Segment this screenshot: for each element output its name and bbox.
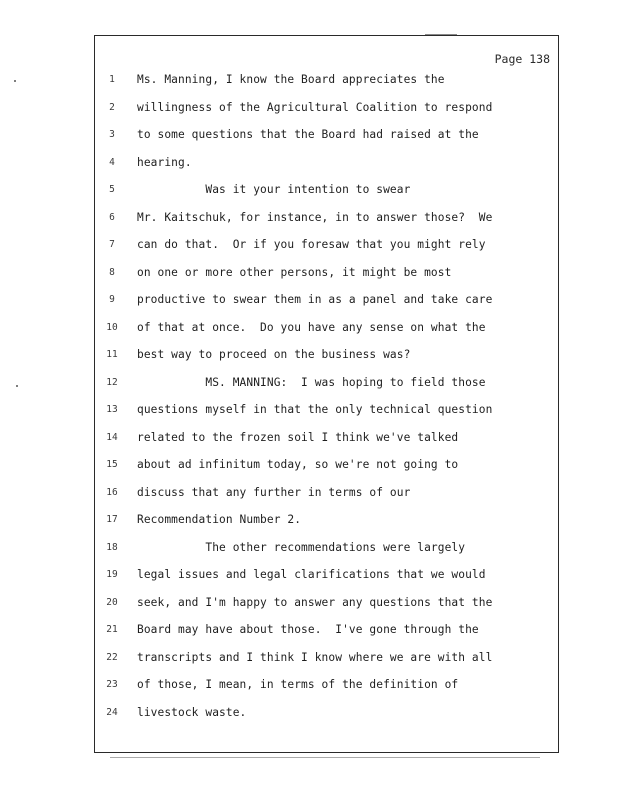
page-number: Page 138: [494, 52, 550, 66]
line-number: 9: [109, 294, 115, 305]
line-number: 22: [106, 651, 118, 663]
transcript-line: [95, 156, 560, 172]
transcript-line: [95, 211, 560, 227]
line-text: transcripts and I think I know where we are with all: [137, 650, 493, 664]
line-text: MS. MANNING: I was hoping to field those: [137, 375, 486, 389]
line-text: legal issues and legal clarifications that we would: [137, 568, 486, 581]
line-text: best way to proceed on the business was?: [137, 348, 411, 361]
transcript-line: [95, 623, 560, 639]
line-text: hearing.: [137, 155, 192, 169]
transcript-line: [95, 486, 560, 502]
transcript-line: [95, 678, 560, 694]
line-number: 20: [106, 596, 118, 608]
transcript-line: [95, 568, 560, 584]
transcript-line: [95, 348, 560, 364]
line-number: 8: [109, 266, 115, 278]
transcript-line: [95, 238, 560, 254]
line-number: 16: [106, 486, 118, 498]
line-number: 17: [106, 514, 118, 525]
line-number: 15: [106, 459, 118, 470]
line-text: can do that. Or if you foresaw that you might rely: [137, 238, 486, 251]
line-number: 2: [109, 101, 115, 113]
transcript-line: [95, 73, 560, 89]
line-text: Was it your intention to swear: [137, 183, 411, 196]
line-number: 18: [106, 541, 118, 553]
line-number: 3: [109, 129, 115, 140]
line-text: related to the frozen soil I think we've talked: [137, 430, 459, 444]
transcript-line: [95, 596, 560, 612]
line-text: The other recommendations were largely: [137, 540, 466, 554]
line-number: 13: [106, 404, 118, 415]
scan-mark-bottom: [110, 757, 540, 758]
line-text: Board may have about those. I've gone through the: [137, 623, 479, 636]
line-text: willingness of the Agricultural Coalition to respond: [137, 100, 493, 114]
transcript-line: [95, 431, 560, 447]
line-number: 14: [106, 431, 118, 443]
transcript-line: [95, 458, 560, 474]
line-number: 4: [109, 156, 115, 168]
line-text: questions myself in that the only technical question: [137, 403, 493, 416]
line-number: 10: [106, 321, 118, 333]
transcript-line: [95, 128, 560, 144]
transcript-line: [95, 266, 560, 282]
transcript-line: [95, 403, 560, 419]
scan-speck-left-2: [16, 385, 18, 387]
line-text: on one or more other persons, it might be most: [137, 265, 452, 279]
line-text: of that at once. Do you have any sense on what the: [137, 320, 486, 334]
line-number: 7: [109, 239, 115, 250]
transcript-line: [95, 293, 560, 309]
line-number: 23: [106, 679, 118, 690]
line-number: 11: [106, 349, 118, 360]
line-number: 1: [109, 74, 115, 85]
line-number: 19: [106, 569, 118, 580]
line-number: 12: [106, 376, 118, 388]
line-number: 21: [106, 624, 118, 635]
line-text: livestock waste.: [137, 705, 247, 719]
line-number: 5: [109, 184, 115, 195]
transcript-line: [95, 706, 560, 722]
line-text: seek, and I'm happy to answer any questions that the: [137, 595, 493, 609]
line-text: productive to swear them in as a panel and take care: [137, 293, 493, 306]
transcript-line: [95, 541, 560, 557]
line-text: Recommendation Number 2.: [137, 513, 302, 526]
transcript-line: [95, 321, 560, 337]
line-text: Mr. Kaitschuk, for instance, in to answer those? We: [137, 210, 493, 224]
transcript-line: [95, 101, 560, 117]
line-text: Ms. Manning, I know the Board appreciates the: [137, 73, 445, 86]
transcript-line: [95, 513, 560, 529]
line-text: about ad infinitum today, so we're not going to: [137, 458, 459, 471]
line-text: to some questions that the Board had raised at the: [137, 128, 479, 141]
transcript-line: [95, 183, 560, 199]
transcript-frame: [94, 35, 559, 753]
line-text: discuss that any further in terms of our: [137, 485, 411, 499]
scan-speck-left: [14, 80, 16, 82]
transcript-line: [95, 651, 560, 667]
line-number: 24: [106, 706, 118, 718]
transcript-line: [95, 376, 560, 392]
line-text: of those, I mean, in terms of the definition of: [137, 678, 459, 691]
line-number: 6: [109, 211, 115, 223]
